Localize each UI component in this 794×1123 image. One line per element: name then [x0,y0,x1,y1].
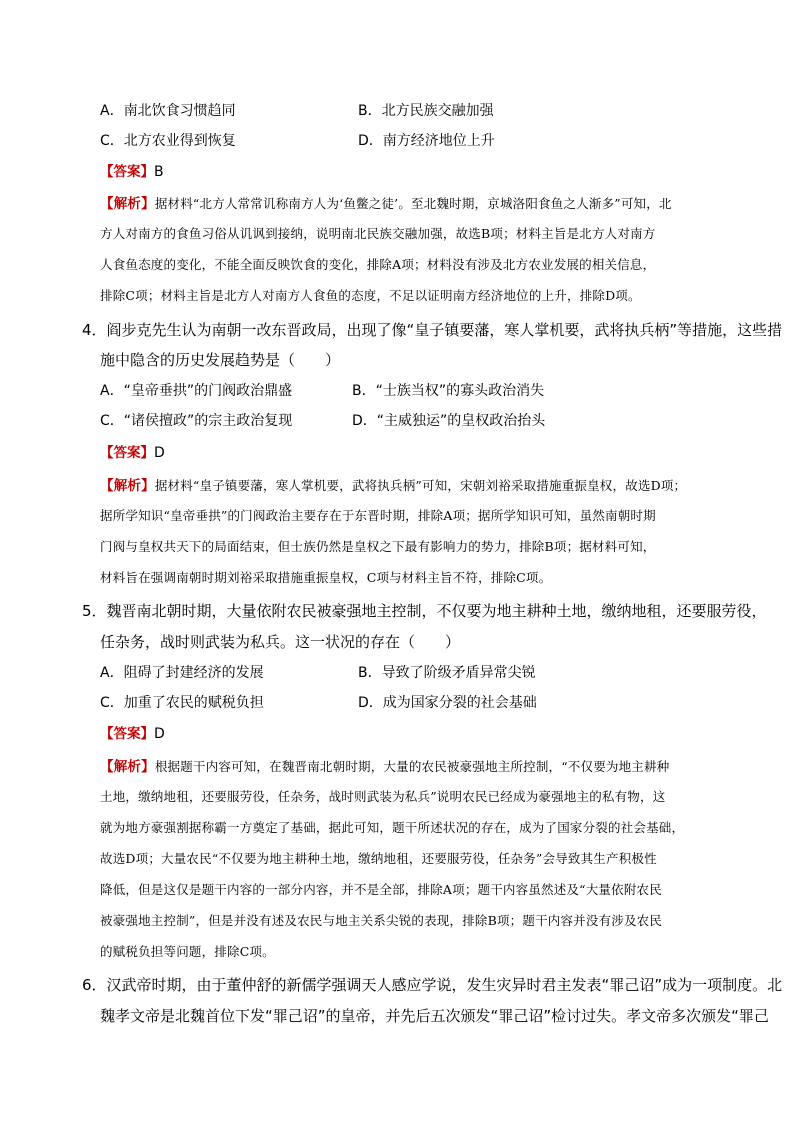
q3-option-c: C．北方农业得到恢复 [100,133,236,149]
q3-option-b: B．北方民族交融加强 [358,103,494,119]
q5-explain-line-4: 故选D项；大量农民“不仅要为地主耕种土地，缴纳地租，还要服劳役，任杂务”会导致其生产积极性 [100,851,657,866]
explain-text: 据材料“北方人常常讥称南方人为‘鱼鳖之徒’。至北魏时期，京城洛阳食鱼之人渐多”可知，北 [154,196,672,211]
q5-explain-line-6: 被豪强地主控制”，但是并没有述及农民与地主关系尖锐的表现，排除B项；题干内容并没有涉及农民 [100,913,663,928]
q4-explain-line-3: 门阀与皇权共天下的局面结束，但士族仍然是皇权之下最有影响力的势力，排除B项；据材料可知， [100,539,656,554]
answer-tag: 【答案】 [100,726,154,742]
q5-explain-line-2: 土地，缴纳地租，还要服劳役，任杂务，战时则武装为私兵”说明农民已经成为豪强地主的私有物，这 [100,789,666,804]
q5-explain-line-1 [100,757,669,777]
q4-explain-line-1 [100,476,686,496]
q5-option-c: C．加重了农民的赋税负担 [100,695,264,711]
answer-tag: 【答案】 [100,164,154,180]
explain-tag: 【解析】 [100,196,155,212]
q4-option-b: B．“士族当权”的寡头政治消失 [352,383,545,399]
explain-text: 根据题干内容可知，在魏晋南北朝时期，大量的农民被豪强地主所控制，“不仅要为地主耕种 [154,759,670,774]
q5-option-b: B．导致了阶级矛盾异常尖锐 [358,665,536,681]
explain-text: 据材料“皇子镇要藩，寒人掌机要，武将执兵柄”可知，宋朝刘裕采取措施重振皇权，故选D项； [154,478,687,493]
q4-explain-line-4: 材料旨在强调南朝时期刘裕采取措施重振皇权，C项与材料主旨不符，排除C项。 [100,570,552,585]
q5-answer [100,724,165,744]
q4-answer [100,443,165,463]
q4-stem-line-2: 施中隐含的历史发展趋势是（ ） [100,351,341,369]
q5-explain-line-3: 就为地方豪强割据称霸一方奠定了基础，据此可知，题干所述状况的存在，成为了国家分裂的社会基础， [100,820,685,835]
q4-option-c: C．“诸侯擅政”的宗主政治复现 [100,413,293,429]
q5-stem-line-1: 5．魏晋南北朝时期，大量依附农民被豪强地主控制，不仅要为地主耕种土地，缴纳地租，还要服劳役， [82,602,767,620]
answer-value: D [154,445,165,461]
q3-explain-line-2: 方人对南方的食鱼习俗从讥讽到接纳，说明南北民族交融加强，故选B项；材料主旨是北方人对南方 [100,226,656,241]
q5-option-d: D．成为国家分裂的社会基础 [358,695,537,711]
answer-value: D [154,726,165,742]
answer-value: B [154,164,164,180]
q5-explain-line-7: 的赋税负担等问题，排除C项。 [100,944,275,959]
q6-stem-line-1: 6．汉武帝时期，由于董仲舒的新儒学强调天人感应学说，发生灾异时君主发表“罪己诏”成为一项制度。北 [82,976,783,994]
q4-option-d: D．“主威独运”的皇权政治抬头 [352,413,546,429]
q3-option-a: A．南北饮食习惯趋同 [100,103,236,119]
q3-explain-line-1 [100,194,672,214]
explain-tag: 【解析】 [100,759,155,775]
q3-explain-line-3: 人食鱼态度的变化，不能全面反映饮食的变化，排除A项；材料没有涉及北方农业发展的相关信息， [100,257,656,272]
q3-option-d: D．南方经济地位上升 [358,133,495,149]
q5-option-a: A．阻碍了封建经济的发展 [100,665,264,681]
explain-tag: 【解析】 [100,478,155,494]
q6-stem-line-2: 魏孝文帝是北魏首位下发“罪己诏”的皇帝，并先后五次颁发“罪己诏”检讨过失。孝文帝多次颁发“罪己 [100,1007,769,1025]
q4-explain-line-2: 据所学知识“皇帝垂拱”的门阀政治主要存在于东晋时期，排除A项；据所学知识可知，虽然南朝时期 [100,508,656,523]
q4-option-a: A．“皇帝垂拱”的门阀政治鼎盛 [100,383,293,399]
q3-explain-line-4: 排除C项；材料主旨是北方人对南方人食鱼的态度，不足以证明南方经济地位的上升，排除D项。 [100,288,641,303]
q3-answer [100,162,164,182]
answer-tag: 【答案】 [100,445,154,461]
q5-explain-line-5: 降低，但是这仅是题干内容的一部分内容，并不是全部，排除A项；题干内容虽然述及“大量依附农民 [100,882,662,897]
q4-stem-line-1: 4．阎步克先生认为南朝一改东晋政局，出现了像“皇子镇要藩，寒人掌机要，武将执兵柄”等措施，这些措 [82,321,783,339]
q5-stem-line-2: 任杂务，战时则武装为私兵。这一状况的存在（ ） [100,633,461,651]
